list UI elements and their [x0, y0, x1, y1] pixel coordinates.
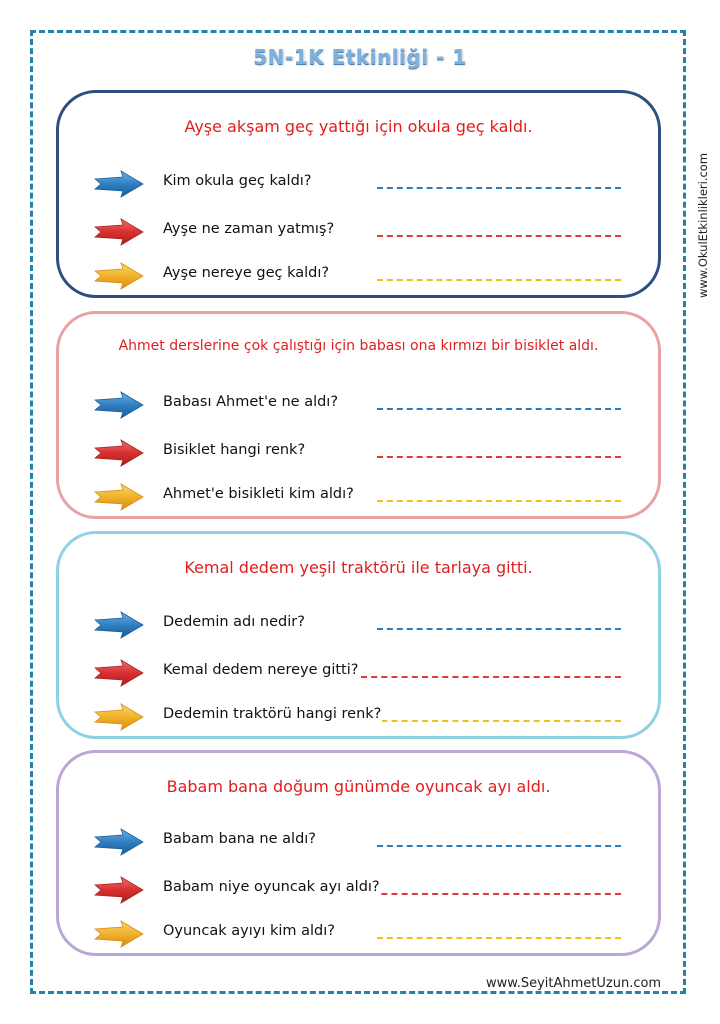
answer-line[interactable]	[361, 720, 621, 722]
red-arrow-icon	[93, 217, 145, 247]
answer-line[interactable]	[377, 845, 621, 847]
question-row	[89, 261, 629, 291]
question-text: Babam niye oyuncak ayı aldı?	[163, 879, 380, 895]
card-sentence: Ayşe akşam geç yattığı için okula geç kaldı.	[184, 117, 533, 136]
red-arrow-icon	[93, 658, 145, 688]
exercise-card-3	[56, 531, 661, 739]
question-text: Oyuncak ayıyı kim aldı?	[163, 923, 335, 939]
answer-line[interactable]	[361, 893, 621, 895]
question-text: Kemal dedem nereye gitti?	[163, 662, 359, 678]
blue-arrow-icon	[93, 169, 145, 199]
answer-line[interactable]	[377, 187, 621, 189]
answer-line[interactable]	[377, 500, 621, 502]
exercise-card-4	[56, 750, 661, 956]
exercise-card-1	[56, 90, 661, 298]
exercise-card-2	[56, 311, 661, 519]
red-arrow-icon	[93, 438, 145, 468]
question-row	[89, 438, 629, 468]
question-text: Kim okula geç kaldı?	[163, 173, 312, 189]
yellow-arrow-icon	[93, 702, 145, 732]
blue-arrow-icon	[93, 827, 145, 857]
question-text: Babam bana ne aldı?	[163, 831, 316, 847]
question-row	[89, 390, 629, 420]
question-row	[89, 919, 629, 949]
blue-arrow-icon	[93, 390, 145, 420]
question-text: Bisiklet hangi renk?	[163, 442, 306, 458]
card-sentence: Babam bana doğum günümde oyuncak ayı aldı.	[166, 777, 551, 796]
yellow-arrow-icon	[93, 482, 145, 512]
question-row	[89, 610, 629, 640]
question-row	[89, 702, 629, 732]
blue-arrow-icon	[93, 610, 145, 640]
answer-line[interactable]	[377, 235, 621, 237]
answer-line[interactable]	[377, 408, 621, 410]
answer-line[interactable]	[377, 628, 621, 630]
answer-line[interactable]	[377, 279, 621, 281]
card-sentence: Kemal dedem yeşil traktörü ile tarlaya gitti.	[184, 558, 533, 577]
question-text: Dedemin adı nedir?	[163, 614, 305, 630]
answer-line[interactable]	[377, 937, 621, 939]
card-sentence: Ahmet derslerine çok çalıştığı için babası ona kırmızı bir bisiklet aldı.	[118, 338, 599, 354]
question-text: Ayşe ne zaman yatmış?	[163, 221, 335, 237]
question-row	[89, 169, 629, 199]
red-arrow-icon	[93, 875, 145, 905]
question-row	[89, 827, 629, 857]
question-text: Dedemin traktörü hangi renk?	[163, 706, 382, 722]
answer-line[interactable]	[377, 456, 621, 458]
question-row	[89, 217, 629, 247]
question-row	[89, 658, 629, 688]
yellow-arrow-icon	[93, 919, 145, 949]
question-text: Ayşe nereye geç kaldı?	[163, 265, 330, 281]
question-row	[89, 482, 629, 512]
side-website-text: www.OkulEtkinlikleri.com	[696, 152, 710, 298]
question-text: Babası Ahmet'e ne aldı?	[163, 394, 339, 410]
yellow-arrow-icon	[93, 261, 145, 291]
question-text: Ahmet'e bisikleti kim aldı?	[163, 486, 354, 502]
page-title: 5N-1K Etkinliği - 1	[253, 45, 467, 69]
footer-website-text: www.SeyitAhmetUzun.com	[486, 976, 662, 991]
question-row	[89, 875, 629, 905]
answer-line[interactable]	[361, 676, 621, 678]
